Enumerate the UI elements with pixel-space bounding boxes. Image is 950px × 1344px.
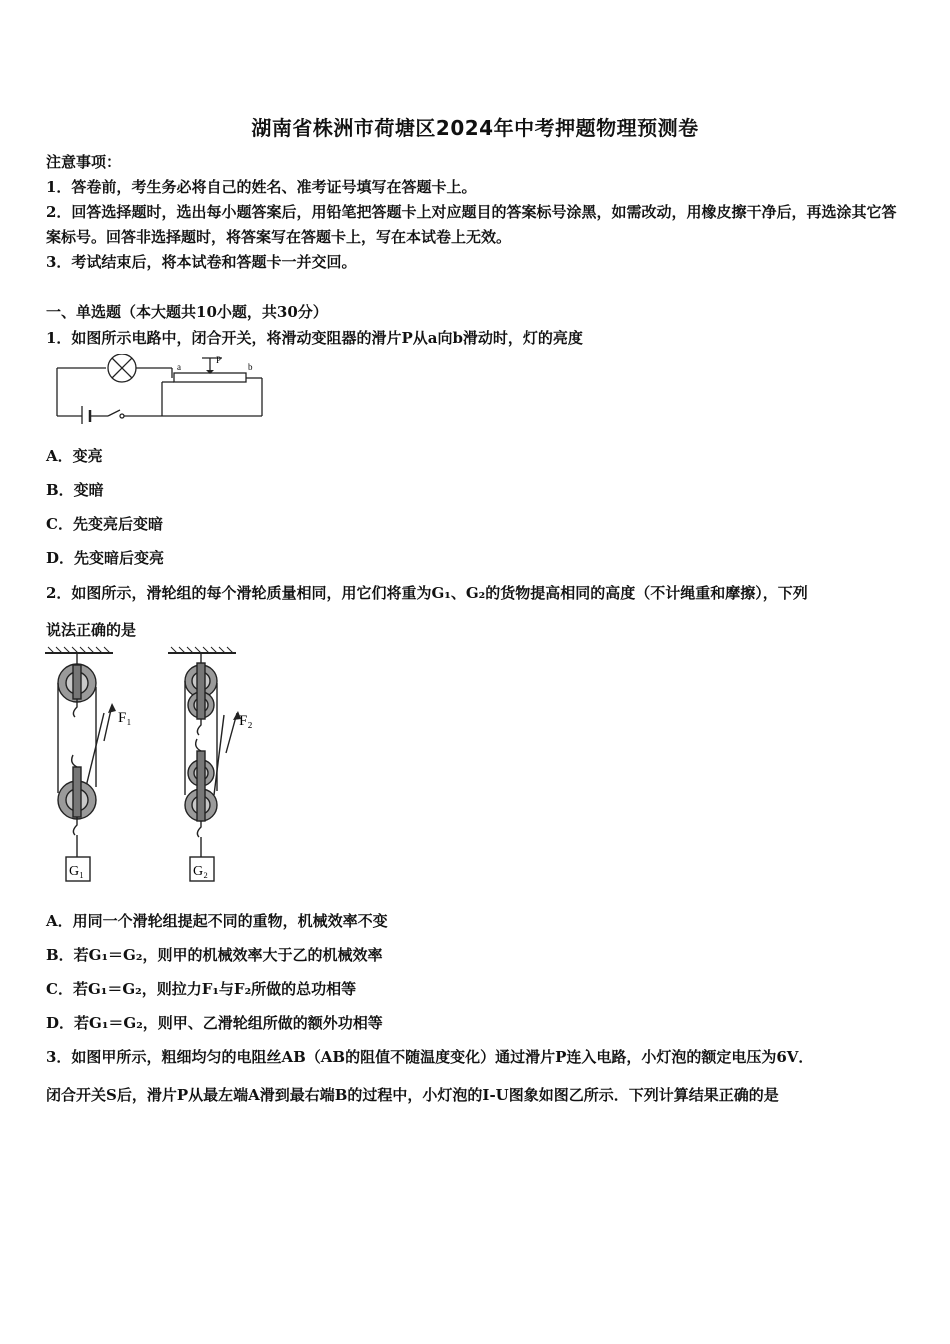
notice-block [46, 150, 906, 275]
question-2-stem-cont: 说法正确的是 [46, 621, 137, 639]
q2-option-d[interactable]: D．若G₁＝G₂，则甲、乙滑轮组所做的额外功相等 [46, 1014, 383, 1032]
label-a: a [177, 362, 181, 372]
q1-option-d[interactable]: D．先变暗后变亮 [46, 549, 165, 567]
notice-item: 2．回答选择题时，选出每小题答案后，用铅笔把答题卡上对应题目的答案标号涂黑，如需改动，用橡皮擦干净后，再选涂其它答案标号。回答非选择题时，将答案写在答题卡上，写在本试卷上无效。 [46, 203, 897, 246]
notice-item: 3．考试结束后，将本试卷和答题卡一并交回。 [46, 253, 357, 271]
pulley-diagram [40, 645, 280, 885]
label-g1: G₁ [69, 864, 84, 879]
q1-option-a[interactable]: A．变亮 [46, 447, 103, 465]
notice-item: 1．答卷前，考生务必将自己的姓名、准考证号填写在答题卡上。 [46, 178, 477, 196]
question-3-stem-cont: 闭合开关S后，滑片P从最左端A滑到最右端B的过程中，小灯泡的I-U图象如图乙所示．下列计算结果正确的是 [46, 1086, 779, 1104]
question-3-stem: 3．如图甲所示，粗细均匀的电阻丝AB（AB的阻值不随温度变化）通过滑片P连入电路，小灯泡的额定电压为6V． [46, 1048, 814, 1066]
circuit-diagram [52, 354, 272, 424]
label-f2: F₂ [239, 713, 253, 729]
q2-option-a[interactable]: A．用同一个滑轮组提起不同的重物，机械效率不变 [46, 912, 388, 930]
notice-heading: 注意事项： [46, 153, 122, 171]
section-heading: 一、单选题（本大题共10小题，共30分） [46, 303, 328, 321]
label-f1: F₁ [118, 710, 132, 726]
switch-icon [108, 410, 120, 416]
q1-option-c[interactable]: C．先变亮后变暗 [46, 515, 163, 533]
rheostat-icon [174, 373, 246, 382]
label-p: P [216, 355, 222, 365]
page-title: 湖南省株洲市荷塘区2024年中考押题物理预测卷 [251, 116, 699, 140]
label-b: b [248, 362, 253, 372]
question-2-stem: 2．如图所示，滑轮组的每个滑轮质量相同，用它们将重为G₁、G₂的货物提高相同的高度（不计绳重和摩擦），下列 [46, 584, 808, 602]
question-1-stem: 1．如图所示电路中，闭合开关，将滑动变阻器的滑片P从a向b滑动时，灯的亮度 [46, 329, 583, 347]
label-g2: G₂ [193, 864, 208, 879]
q2-option-c[interactable]: C．若G₁＝G₂，则拉力F₁与F₂所做的总功相等 [46, 980, 357, 998]
q2-option-b[interactable]: B．若G₁＝G₂，则甲的机械效率大于乙的机械效率 [46, 946, 383, 964]
q1-option-b[interactable]: B．变暗 [46, 481, 104, 499]
